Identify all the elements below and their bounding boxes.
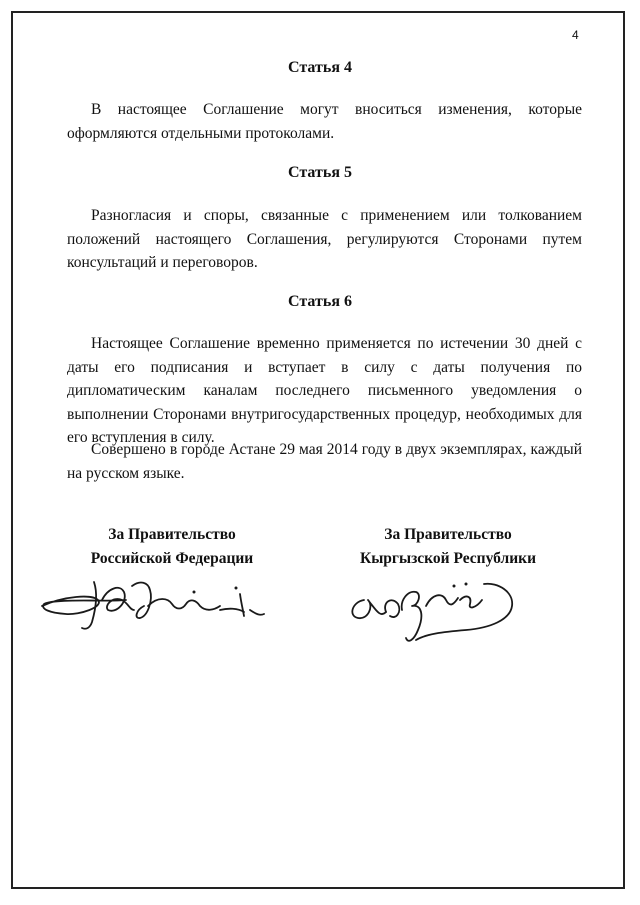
article-4-heading: Статья 4 [288, 59, 352, 76]
article-6-heading: Статья 6 [288, 293, 352, 310]
signatory-kyrgyzstan [328, 523, 568, 571]
signature-russia-image [36, 570, 266, 636]
signatory-russia-line1: За Правительство [108, 526, 236, 543]
signatory-russia [52, 523, 292, 571]
article-6-text: Настоящее Соглашение временно применяется по истечении 30 дней с даты его подписания и вступает в силу с даты получения по дипломатическим каналам последнего письменного уведомления о выполнении Сторонами внутригосударственных процедур, необходимых для его вступления в силу. [67, 335, 582, 446]
article-5-text: Разногласия и споры, связанные с применением или толкованием положений настоящего Соглашения, регулируются Сторонами путем консультаций и переговоров. [67, 207, 582, 271]
page-number: 4 [572, 28, 579, 42]
signatory-kyrgyzstan-line2: Кыргызской Республики [359, 550, 537, 567]
article-4-text: В настоящее Соглашение могут вноситься изменения, которые оформляются отдельными протоколами. [67, 101, 582, 142]
closing-text: Совершено в городе Астане 29 мая 2014 году в двух экземплярах, каждый на русском языке. [67, 441, 582, 482]
signatory-russia-line2: Российской Федерации [90, 550, 254, 567]
signature-kyrgyzstan-image [342, 570, 522, 650]
signatory-kyrgyzstan-line1: За Правительство [384, 526, 512, 543]
article-5-heading: Статья 5 [288, 164, 352, 181]
